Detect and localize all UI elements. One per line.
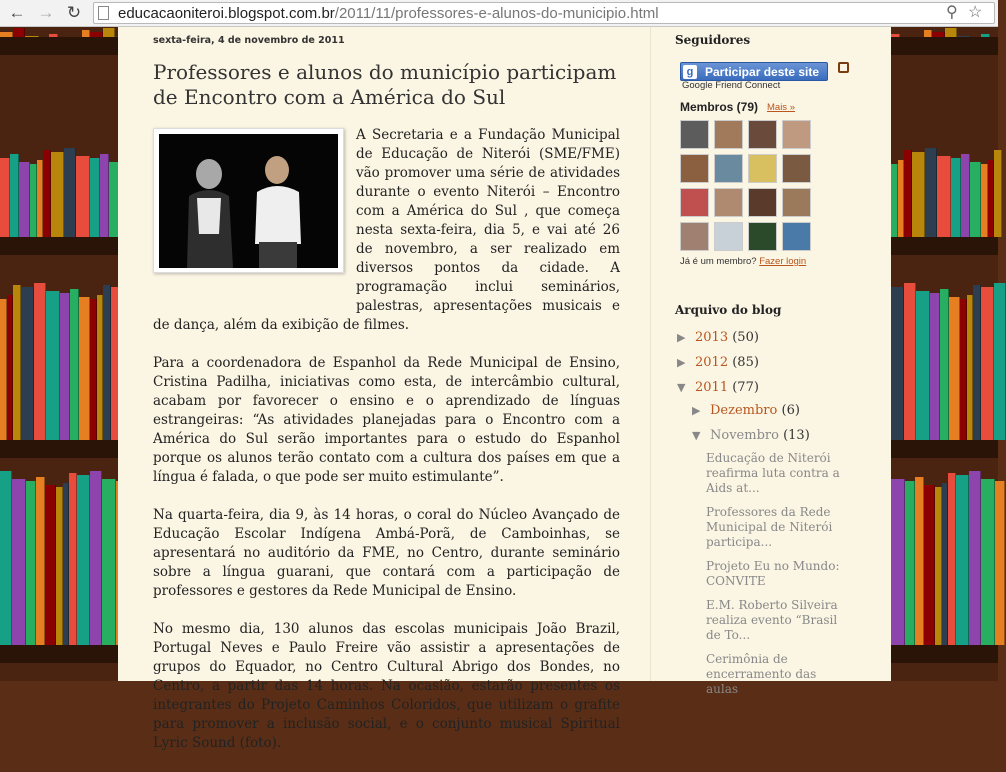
book-spine	[960, 299, 967, 440]
paragraph-3: Na quarta-feira, dia 9, às 14 horas, o coral do Núcleo Avançado de Educação Escolar Indígena Ambá-Porã, de Camboinhas, se apresentará no auditório da FME, no Centro, durante seminário sobre a língua guarani, que contará com a participação de professores e gestores da Rede Municipal de Ensino.	[153, 507, 620, 599]
year-link[interactable]: 2012	[695, 355, 729, 370]
followers-title: Seguidores	[675, 33, 751, 47]
book-spine	[904, 150, 912, 237]
avatar[interactable]	[782, 120, 811, 149]
book-spine	[945, 28, 957, 37]
forward-arrow-icon[interactable]: →	[37, 3, 55, 22]
avatar[interactable]	[782, 154, 811, 183]
month-count: (13)	[783, 428, 810, 443]
login-link[interactable]: Fazer login	[759, 256, 807, 267]
divider	[650, 27, 651, 681]
more-members-link[interactable]: Mais »	[767, 102, 795, 113]
book-spine	[56, 487, 63, 645]
book-spine	[102, 479, 116, 645]
book-spine	[69, 473, 77, 645]
book-spine	[103, 285, 111, 440]
join-site-button[interactable]	[680, 62, 828, 81]
archive-year-2013[interactable]	[677, 330, 759, 345]
paragraph-1: A Secretaria e a Fundação Municipal de Educação de Niterói (SME/FME) vão promover uma série de atividades durante o evento Niterói – Encontro com a América do Sul , que começa nesta sexta-feira, dia 5, e vai até 26 de novembro, a ser realizado em diversos pontos da cidade. A programação inclui seminários, palestras, apresentações musicais e de dança, além da exibição de filmes.	[153, 127, 620, 333]
archive-title: Arquivo do blog	[675, 303, 782, 317]
book-spine	[940, 289, 949, 440]
book-spine	[916, 291, 930, 440]
book-spine	[103, 28, 115, 37]
address-bar[interactable]	[93, 2, 995, 24]
avatar[interactable]	[714, 120, 743, 149]
book-spine	[46, 291, 60, 440]
book-spine	[0, 471, 12, 645]
avatar[interactable]	[680, 188, 709, 217]
avatar[interactable]	[680, 154, 709, 183]
book-spine	[10, 154, 19, 237]
archive-month-dezembro[interactable]	[692, 403, 800, 418]
book-spine	[77, 475, 90, 645]
book-spine	[30, 164, 37, 237]
book-spine	[0, 158, 10, 237]
members-label: Membros (79)	[680, 100, 759, 114]
book-spine	[70, 289, 79, 440]
archive-post-link[interactable]: E.M. Roberto Silveira realiza evento “Brasil de To...	[706, 598, 838, 642]
archive-post-link[interactable]: Educação de Niterói reafirma luta contra a Aids at...	[706, 451, 840, 495]
post-title[interactable]: Professores e alunos do município participam de Encontro com a América do Sul	[153, 60, 617, 109]
book-spine	[924, 30, 932, 37]
book-spine	[961, 154, 970, 237]
month-link[interactable]: Novembro	[710, 428, 779, 443]
book-spine	[981, 164, 988, 237]
shelf-plank	[0, 237, 118, 255]
book-spine	[34, 283, 46, 440]
book-spine	[994, 283, 1006, 440]
year-count: (50)	[732, 330, 759, 345]
avatar[interactable]	[680, 120, 709, 149]
book-spine	[64, 148, 76, 237]
book-spine	[13, 28, 25, 37]
book-spine	[79, 297, 90, 440]
url-path: /2011/11/professores-e-alunos-do-municipio.html	[334, 5, 659, 22]
book-spine	[905, 481, 915, 645]
book-spine	[891, 164, 898, 237]
book-spine	[937, 156, 951, 237]
post-date: sexta-feira, 4 de novembro de 2011	[153, 35, 345, 46]
avatar[interactable]	[714, 222, 743, 251]
month-count: (6)	[781, 403, 800, 418]
external-link-icon[interactable]	[838, 62, 849, 73]
shelf-plank	[891, 237, 998, 255]
avatar[interactable]	[714, 154, 743, 183]
avatar[interactable]	[680, 222, 709, 251]
collapse-arrow-icon[interactable]: ▼	[692, 429, 701, 442]
book-spine	[951, 158, 961, 237]
book-spine	[82, 30, 90, 37]
book-spine	[995, 481, 1005, 645]
paragraph-4: No mesmo dia, 130 alunos das escolas municipais João Brazil, Portugal Neves e Paulo Freire vão assistir a apresentações de grupos do Equador, no Centro Cultural Abrigo dos Bondes, no Centro, a partir das 14 horas. Na ocasião, estarão presentes os integrantes do Projeto Caminhos Coloridos, que utilizam o grafite para promover a inclusão social, e o conjunto musical Spiritual Lyric Sound (foto).	[153, 621, 620, 751]
join-button-label: Participar deste site	[705, 65, 820, 79]
avatar[interactable]	[782, 222, 811, 251]
url-domain: educacaoniteroi.blogspot.com.br	[118, 5, 335, 22]
book-spine	[924, 485, 935, 645]
bookshelf-right	[891, 27, 998, 681]
year-count: (77)	[732, 380, 759, 395]
bookshelf-left	[0, 27, 118, 681]
book-spine	[21, 287, 34, 440]
url-text[interactable]	[118, 4, 659, 23]
book-spine	[891, 479, 905, 645]
book-spine	[912, 152, 925, 237]
book-spine	[930, 293, 940, 440]
shelf-plank	[891, 440, 998, 458]
book-spine	[36, 477, 45, 645]
already-member-text: Já é um membro?	[680, 256, 757, 267]
google-logo-icon: g	[683, 65, 697, 79]
post-body	[153, 126, 620, 772]
archive-post-link[interactable]: Projeto Eu no Mundo: CONVITE	[706, 559, 840, 588]
book-spine	[970, 162, 981, 237]
book-spine	[935, 487, 942, 645]
page-icon	[98, 6, 109, 20]
book-spine	[949, 297, 960, 440]
avatar[interactable]	[748, 188, 777, 217]
book-spine	[100, 154, 109, 237]
book-spine	[904, 283, 916, 440]
expand-arrow-icon[interactable]: ▶	[677, 331, 686, 344]
book-spine	[925, 148, 937, 237]
expand-arrow-icon[interactable]: ▶	[677, 356, 686, 369]
collapse-arrow-icon[interactable]: ▼	[677, 381, 686, 394]
book-spine	[969, 471, 981, 645]
search-icon[interactable]: ⚲	[946, 4, 958, 21]
archive-year-2011[interactable]	[677, 380, 759, 395]
avatar[interactable]	[748, 154, 777, 183]
book-spine	[43, 150, 51, 237]
book-spine	[948, 473, 956, 645]
archive-month-novembro[interactable]	[692, 428, 810, 443]
book-spine	[60, 293, 70, 440]
year-link[interactable]: 2011	[695, 380, 729, 395]
avatar[interactable]	[782, 188, 811, 217]
shelf-plank	[0, 645, 118, 663]
book-spine	[90, 299, 97, 440]
year-link[interactable]: 2013	[695, 330, 729, 345]
book-spine	[13, 285, 21, 440]
avatar[interactable]	[748, 222, 777, 251]
book-spine	[994, 150, 1002, 237]
book-spine	[891, 287, 904, 440]
login-prompt	[680, 256, 806, 267]
book-spine	[956, 475, 969, 645]
book-spine	[51, 152, 64, 237]
shelf-plank	[891, 37, 998, 55]
book-spine	[19, 162, 30, 237]
archive-post-link[interactable]: Professores da Rede Municipal de Niterói participa...	[706, 505, 833, 549]
book-spine	[0, 299, 7, 440]
paragraph-2: Para a coordenadora de Espanhol da Rede Municipal de Ensino, Cristina Padilha, iniciativas como esta, de intercâmbio cultural, acabam por favorecer o ensino e o aprendizado de línguas estrangeiras: “As atividades planejadas para o Encontro com a América do Sul serão importantes para o estudo do Espanhol porque os alunos terão contato com a cultura dos países em que a língua é falada, o que pode ser muito estimulante”.	[153, 355, 620, 485]
reload-icon[interactable]: ↻	[66, 3, 82, 22]
expand-arrow-icon[interactable]: ▶	[692, 404, 701, 417]
gfc-label: Google Friend Connect	[682, 80, 781, 91]
shelf-plank	[891, 645, 998, 663]
year-count: (85)	[732, 355, 759, 370]
archive-year-2012[interactable]	[677, 355, 759, 370]
month-link[interactable]: Dezembro	[710, 403, 778, 418]
star-icon[interactable]: ☆	[968, 4, 983, 21]
book-spine	[90, 158, 100, 237]
book-spine	[915, 477, 924, 645]
back-arrow-icon[interactable]: ←	[8, 3, 26, 22]
book-spine	[981, 479, 995, 645]
blog-content	[118, 27, 891, 751]
book-spine	[76, 156, 90, 237]
browser-toolbar	[0, 0, 998, 27]
book-spine	[45, 485, 56, 645]
image-float-space	[153, 126, 356, 302]
archive-post-link[interactable]: Cerimônia de encerramento das aulas	[706, 652, 817, 696]
book-spine	[12, 479, 26, 645]
book-spine	[90, 471, 102, 645]
book-spine	[26, 481, 36, 645]
shelf-plank	[0, 37, 118, 55]
book-spine	[973, 285, 981, 440]
shelf-plank	[0, 440, 118, 458]
book-spine	[981, 287, 994, 440]
avatar[interactable]	[714, 188, 743, 217]
avatar[interactable]	[748, 120, 777, 149]
